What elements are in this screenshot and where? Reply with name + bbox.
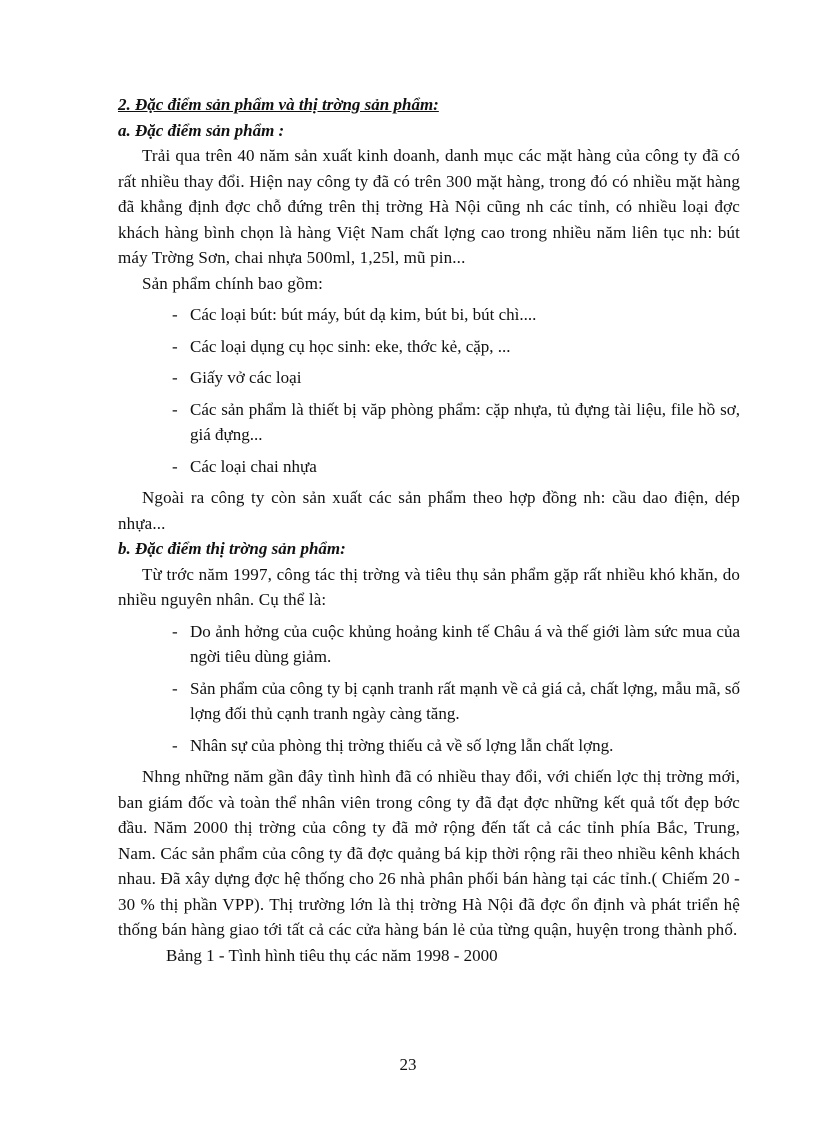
dash-bullet: -	[172, 456, 178, 476]
dash-bullet: -	[172, 368, 178, 387]
market-outro-paragraph: Nhng những năm gần đây tình hình đã có nhiều thay đổi, với chiến lợc thị trờng mới, ban giám đốc và toàn thể nhân viên trong công ty đã đạt đợc những kết quả tốt đẹp bớc đầu. Năm 2000 thị trờng của công ty đã mở rộng đến tất cả các tỉnh phía Bắc, Trung, Nam. Các sản phẩm của công ty đã đợc quảng bá kịp thời rộng rãi theo nhiều kênh khách nhau. Đã xây dựng đợc hệ thống cho 26 nhà phân phối bán hàng tại các tỉnh.( Chiếm 20 - 30 % thị phần VPP). Thị trường lớn là thị trờng Hà Nội đã đợc ổn định và phát triển hệ thống bán hàng giao tới tất cả các cửa hàng bán lẻ của từng quận, huyện trong thành phố.	[118, 767, 740, 939]
dash-bullet: -	[172, 621, 178, 641]
market-heading: b. Đặc điểm thị trờng sản phẩm:	[118, 539, 346, 558]
list-item: - Sản phẩm của công ty bị cạnh tranh rất mạnh về cả giá cả, chất lợng, mẫu mã, số lợng đối thủ cạnh tranh ngày càng tăng.	[118, 676, 740, 727]
product-intro-paragraph: Trải qua trên 40 năm sản xuất kinh doanh, danh mục các mặt hàng của công ty đã có rất nhiều thay đổi. Hiện nay công ty đã có trên 300 mặt hàng, trong đó có nhiều mặt hàng đã khẳng định đợc chỗ đứng trên thị trờng Hà Nội cũng nh các tỉnh, có nhiều loại đợc khách hàng bình chọn là hàng Việt Nam chất lợng cao trong nhiều năm liên tục nh: bút máy Trờng Sơn, chai nhựa 500ml, 1,25l, mũ pin...	[118, 146, 740, 267]
list-item: - Do ảnh hởng của cuộc khủng hoảng kinh tế Châu á và thế giới làm sức mua của ngời tiêu dùng giảm.	[118, 619, 740, 670]
section-heading: 2. Đặc điểm sản phẩm và thị trờng sản phẩm:	[118, 95, 439, 114]
product-heading: a. Đặc điểm sản phẩm :	[118, 120, 285, 140]
dash-bullet: -	[172, 305, 178, 324]
list-item: - Các loại bút: bút máy, bút dạ kim, bút bi, bút chì....	[118, 302, 740, 328]
list-item: - Các sản phẩm là thiết bị văp phòng phẩm: cặp nhựa, tủ đựng tài liệu, file hồ sơ, giá đựng...	[118, 397, 740, 448]
dash-bullet: -	[172, 399, 178, 419]
dash-bullet: -	[172, 735, 178, 755]
page-content	[118, 92, 740, 968]
main-products-label: Sản phẩm chính bao gồm:	[142, 273, 323, 293]
list-item: - Nhân sự của phòng thị trờng thiếu cả về số lợng lẫn chất lợng.	[118, 733, 740, 759]
market-difficulty-list	[118, 619, 740, 759]
list-item: - Các loại chai nhựa	[118, 454, 740, 480]
list-item: - Giấy vở các loại	[118, 365, 740, 391]
dash-bullet: -	[172, 336, 178, 356]
market-intro-paragraph: Từ trớc năm 1997, công tác thị trờng và tiêu thụ sản phẩm gặp rất nhiều khó khăn, do nhiều nguyên nhân. Cụ thể là:	[118, 564, 740, 609]
dash-bullet: -	[172, 678, 178, 698]
product-outro-paragraph: Ngoài ra công ty còn sản xuất các sản phẩm theo hợp đồng nh: cầu dao điện, dép nhựa...	[118, 488, 740, 533]
product-list	[118, 302, 740, 479]
list-item: - Các loại dụng cụ học sinh: eke, thớc kẻ, cặp, ...	[118, 334, 740, 360]
table-caption: Bảng 1 - Tình hình tiêu thụ các năm 1998 - 2000	[166, 945, 498, 965]
page-number: 23	[399, 1055, 417, 1074]
